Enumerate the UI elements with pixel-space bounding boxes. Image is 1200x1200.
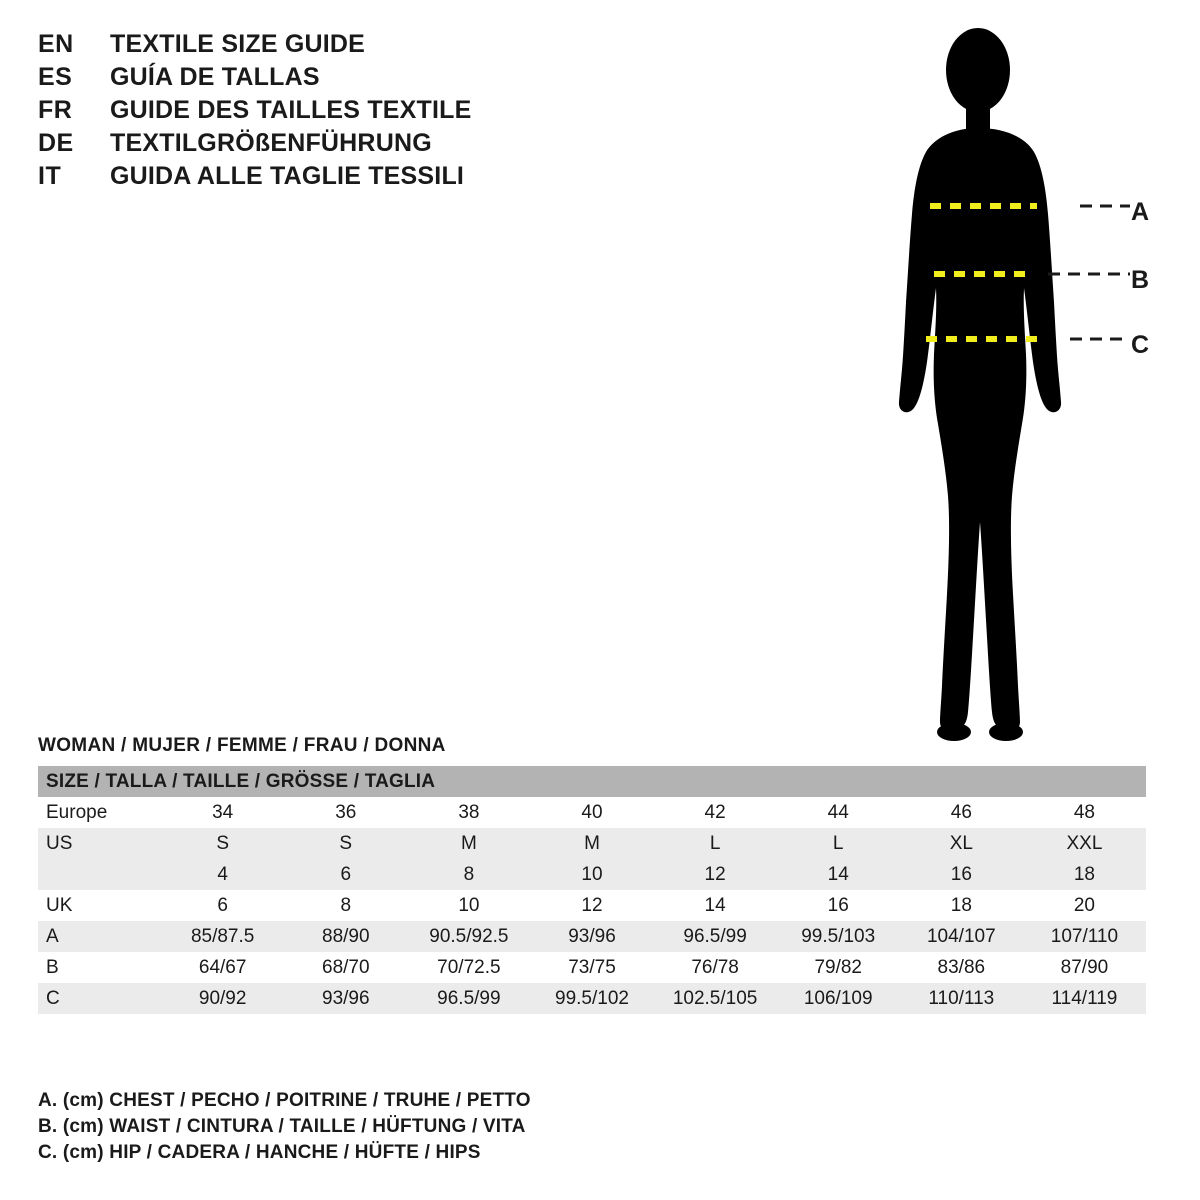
- legend-item-chest: A. (cm) CHEST / PECHO / POITRINE / TRUHE / PETTO: [38, 1090, 531, 1111]
- cell: 87/90: [1023, 952, 1146, 983]
- measure-label-b: B: [1131, 266, 1150, 294]
- cell: 107/110: [1023, 921, 1146, 952]
- cell: 79/82: [777, 952, 900, 983]
- language-code: FR: [38, 96, 73, 124]
- size-table: [38, 766, 1146, 1014]
- language-title: TEXTILE SIZE GUIDE: [110, 30, 366, 58]
- row-label: [38, 859, 161, 890]
- cell: 93/96: [284, 983, 407, 1014]
- cell: 16: [777, 890, 900, 921]
- language-title: TEXTILGRÖßENFÜHRUNG: [110, 129, 432, 157]
- cell: 99.5/103: [777, 921, 900, 952]
- table-row: [38, 983, 1146, 1014]
- cell: 96.5/99: [654, 921, 777, 952]
- language-title: GUIDE DES TAILLES TEXTILE: [110, 96, 472, 124]
- language-code: DE: [38, 129, 74, 157]
- cell: XL: [900, 828, 1023, 859]
- cell: 99.5/102: [530, 983, 653, 1014]
- row-label: UK: [38, 890, 161, 921]
- cell: 4: [161, 859, 284, 890]
- cell: 10: [407, 890, 530, 921]
- cell: 114/119: [1023, 983, 1146, 1014]
- row-label: B: [38, 952, 161, 983]
- cell: XXL: [1023, 828, 1146, 859]
- cell: 70/72.5: [407, 952, 530, 983]
- cell: 40: [530, 797, 653, 828]
- cell: 6: [284, 859, 407, 890]
- cell: 102.5/105: [654, 983, 777, 1014]
- cell: 104/107: [900, 921, 1023, 952]
- table-row: [38, 828, 1146, 859]
- cell: 106/109: [777, 983, 900, 1014]
- measure-label-a: A: [1131, 198, 1150, 226]
- row-label: A: [38, 921, 161, 952]
- table-row: [38, 797, 1146, 828]
- cell: 90.5/92.5: [407, 921, 530, 952]
- cell: 38: [407, 797, 530, 828]
- cell: 8: [407, 859, 530, 890]
- cell: 73/75: [530, 952, 653, 983]
- table-caption: WOMAN / MUJER / FEMME / FRAU / DONNA: [38, 735, 446, 756]
- cell: 88/90: [284, 921, 407, 952]
- cell: 18: [1023, 859, 1146, 890]
- cell: 36: [284, 797, 407, 828]
- language-title: GUÍA DE TALLAS: [110, 63, 320, 91]
- cell: 90/92: [161, 983, 284, 1014]
- table-row: [38, 921, 1146, 952]
- cell: 20: [1023, 890, 1146, 921]
- cell: L: [777, 828, 900, 859]
- cell: 68/70: [284, 952, 407, 983]
- cell: 14: [777, 859, 900, 890]
- table-header-row: [38, 766, 1146, 797]
- cell: 76/78: [654, 952, 777, 983]
- cell: 12: [654, 859, 777, 890]
- cell: S: [161, 828, 284, 859]
- cell: 110/113: [900, 983, 1023, 1014]
- cell: 93/96: [530, 921, 653, 952]
- female-silhouette-icon: [830, 10, 1190, 750]
- cell: S: [284, 828, 407, 859]
- language-title: GUIDA ALLE TAGLIE TESSILI: [110, 162, 465, 190]
- language-title-list: [38, 30, 658, 195]
- cell: 48: [1023, 797, 1146, 828]
- cell: 16: [900, 859, 1023, 890]
- language-code: IT: [38, 162, 62, 190]
- language-row: [38, 162, 658, 195]
- table-header-label: SIZE / TALLA / TAILLE / GRÖSSE / TAGLIA: [38, 766, 1146, 797]
- measure-label-c: C: [1131, 331, 1150, 359]
- language-code: ES: [38, 63, 73, 91]
- cell: L: [654, 828, 777, 859]
- row-label: C: [38, 983, 161, 1014]
- cell: 10: [530, 859, 653, 890]
- language-row: [38, 96, 658, 129]
- cell: 46: [900, 797, 1023, 828]
- table-row: [38, 952, 1146, 983]
- language-code: EN: [38, 30, 74, 58]
- table-row: [38, 859, 1146, 890]
- cell: M: [407, 828, 530, 859]
- language-row: [38, 63, 658, 96]
- cell: 8: [284, 890, 407, 921]
- cell: 12: [530, 890, 653, 921]
- cell: 85/87.5: [161, 921, 284, 952]
- cell: 64/67: [161, 952, 284, 983]
- size-table-section: [38, 735, 1158, 1014]
- cell: 83/86: [900, 952, 1023, 983]
- table-row: [38, 890, 1146, 921]
- cell: M: [530, 828, 653, 859]
- cell: 18: [900, 890, 1023, 921]
- language-row: [38, 129, 658, 162]
- measurement-figure: [830, 10, 1190, 750]
- legend-item-waist: B. (cm) WAIST / CINTURA / TAILLE / HÜFTUNG / VITA: [38, 1116, 526, 1137]
- cell: 14: [654, 890, 777, 921]
- measurement-legend: [38, 1090, 938, 1168]
- cell: 96.5/99: [407, 983, 530, 1014]
- legend-item-hip: C. (cm) HIP / CADERA / HANCHE / HÜFTE / HIPS: [38, 1142, 481, 1163]
- row-label: Europe: [38, 797, 161, 828]
- cell: 34: [161, 797, 284, 828]
- cell: 6: [161, 890, 284, 921]
- cell: 44: [777, 797, 900, 828]
- cell: 42: [654, 797, 777, 828]
- row-label: US: [38, 828, 161, 859]
- language-row: [38, 30, 658, 63]
